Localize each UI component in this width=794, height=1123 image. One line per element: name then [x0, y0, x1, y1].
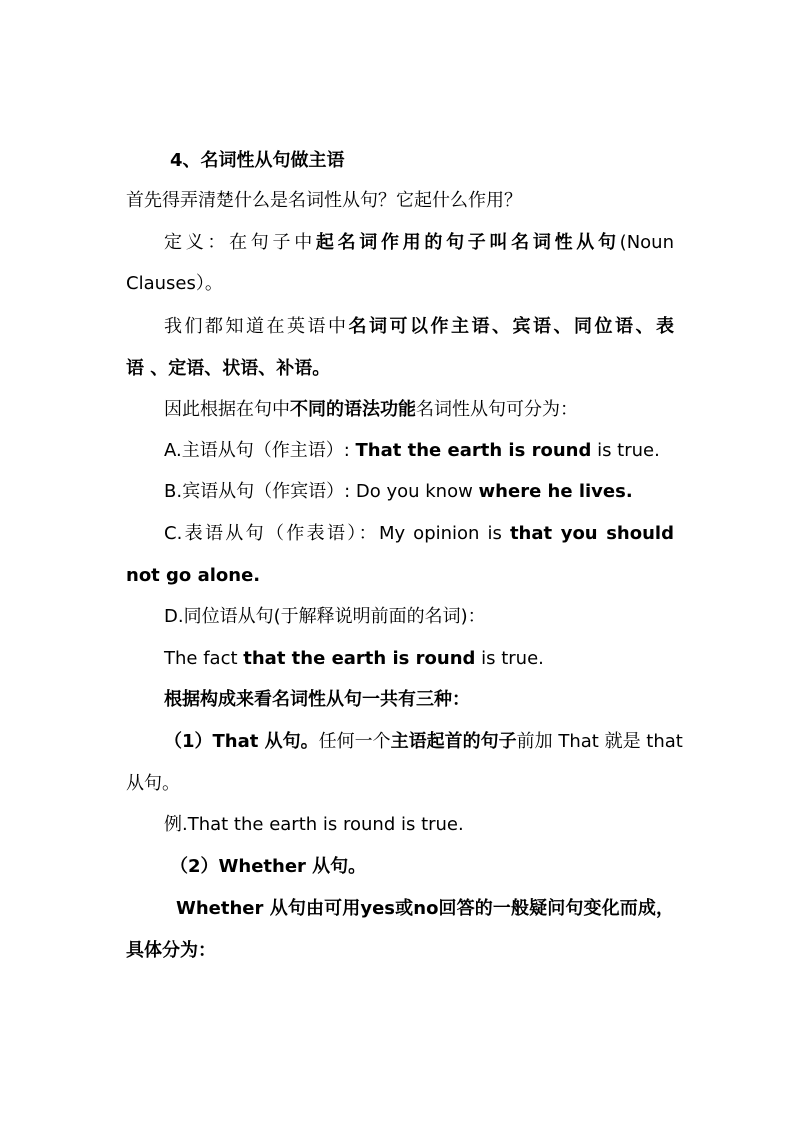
functions-bold-2: 语 、定语、状语、补语。 — [126, 358, 331, 379]
classify-suffix: 名词性从句可分为： — [416, 399, 578, 420]
type-d-example-rest: is true. — [475, 648, 544, 669]
kind1-text-b: 前加 That 就是 that — [516, 731, 683, 752]
type-c-line — [164, 523, 674, 545]
type-c-label: C.表语从句（作表语）：My opinion is — [164, 523, 510, 544]
definition-suffix: (Noun — [619, 232, 674, 253]
kind2-description: Whether 从句由可用yes或no回答的一般疑问句变化而成， — [176, 898, 674, 919]
definition-continuation: Clauses）。 — [126, 273, 223, 294]
functions-bold-1: 名词可以作主语、宾语、同位语、表 — [348, 316, 674, 337]
kind1-bold-b: 主语起首的句子 — [390, 731, 517, 752]
classify-prefix: 因此根据在句中 — [164, 399, 290, 420]
type-a-rest: is true. — [591, 440, 660, 461]
type-d-example — [164, 648, 674, 670]
kind1-line — [164, 731, 683, 753]
three-kinds-heading: 根据构成来看名词性从句一共有三种： — [164, 689, 470, 710]
type-b-label: B.宾语从句（作宾语）: Do you know — [164, 481, 479, 502]
type-c-continuation: not go alone. — [126, 565, 261, 586]
type-b-example: where he lives. — [478, 481, 633, 502]
kind1-text-a: 任何一个 — [318, 731, 391, 752]
definition-prefix: 定义：在句子中 — [164, 232, 316, 253]
type-d-line: D.同位语从句(于解释说明前面的名词)： — [164, 606, 486, 627]
kind1-title: （1）That 从句。 — [164, 731, 319, 752]
classify-bold: 不同的语法功能 — [290, 399, 416, 420]
type-c-example: that you should — [509, 523, 674, 544]
type-b-line — [164, 481, 674, 503]
functions-line — [164, 316, 674, 338]
type-a-line — [164, 440, 674, 462]
type-a-label: A.主语从句（作主语）: — [164, 440, 356, 461]
type-d-example-bold: that the earth is round — [243, 648, 476, 669]
type-d-example-prefix: The fact — [164, 648, 244, 669]
type-a-example: That the earth is round — [355, 440, 592, 461]
kind1-continuation: 从句。 — [126, 773, 180, 794]
classify-line — [164, 399, 674, 421]
definition-bold: 起名词作用的句子叫名词性从句 — [315, 232, 620, 253]
functions-prefix: 我们都知道在英语中 — [164, 316, 349, 337]
kind1-example: 例.That the earth is round is true. — [164, 814, 464, 835]
kind2-title: （2）Whether 从句。 — [170, 856, 367, 877]
intro-paragraph: 首先得弄清楚什么是名词性从句？它起什么作用？ — [126, 190, 522, 211]
definition-line — [164, 232, 674, 254]
section-heading: 4、名词性从句做主语 — [170, 150, 345, 171]
kind2-description-cont: 具体分为： — [126, 940, 216, 961]
